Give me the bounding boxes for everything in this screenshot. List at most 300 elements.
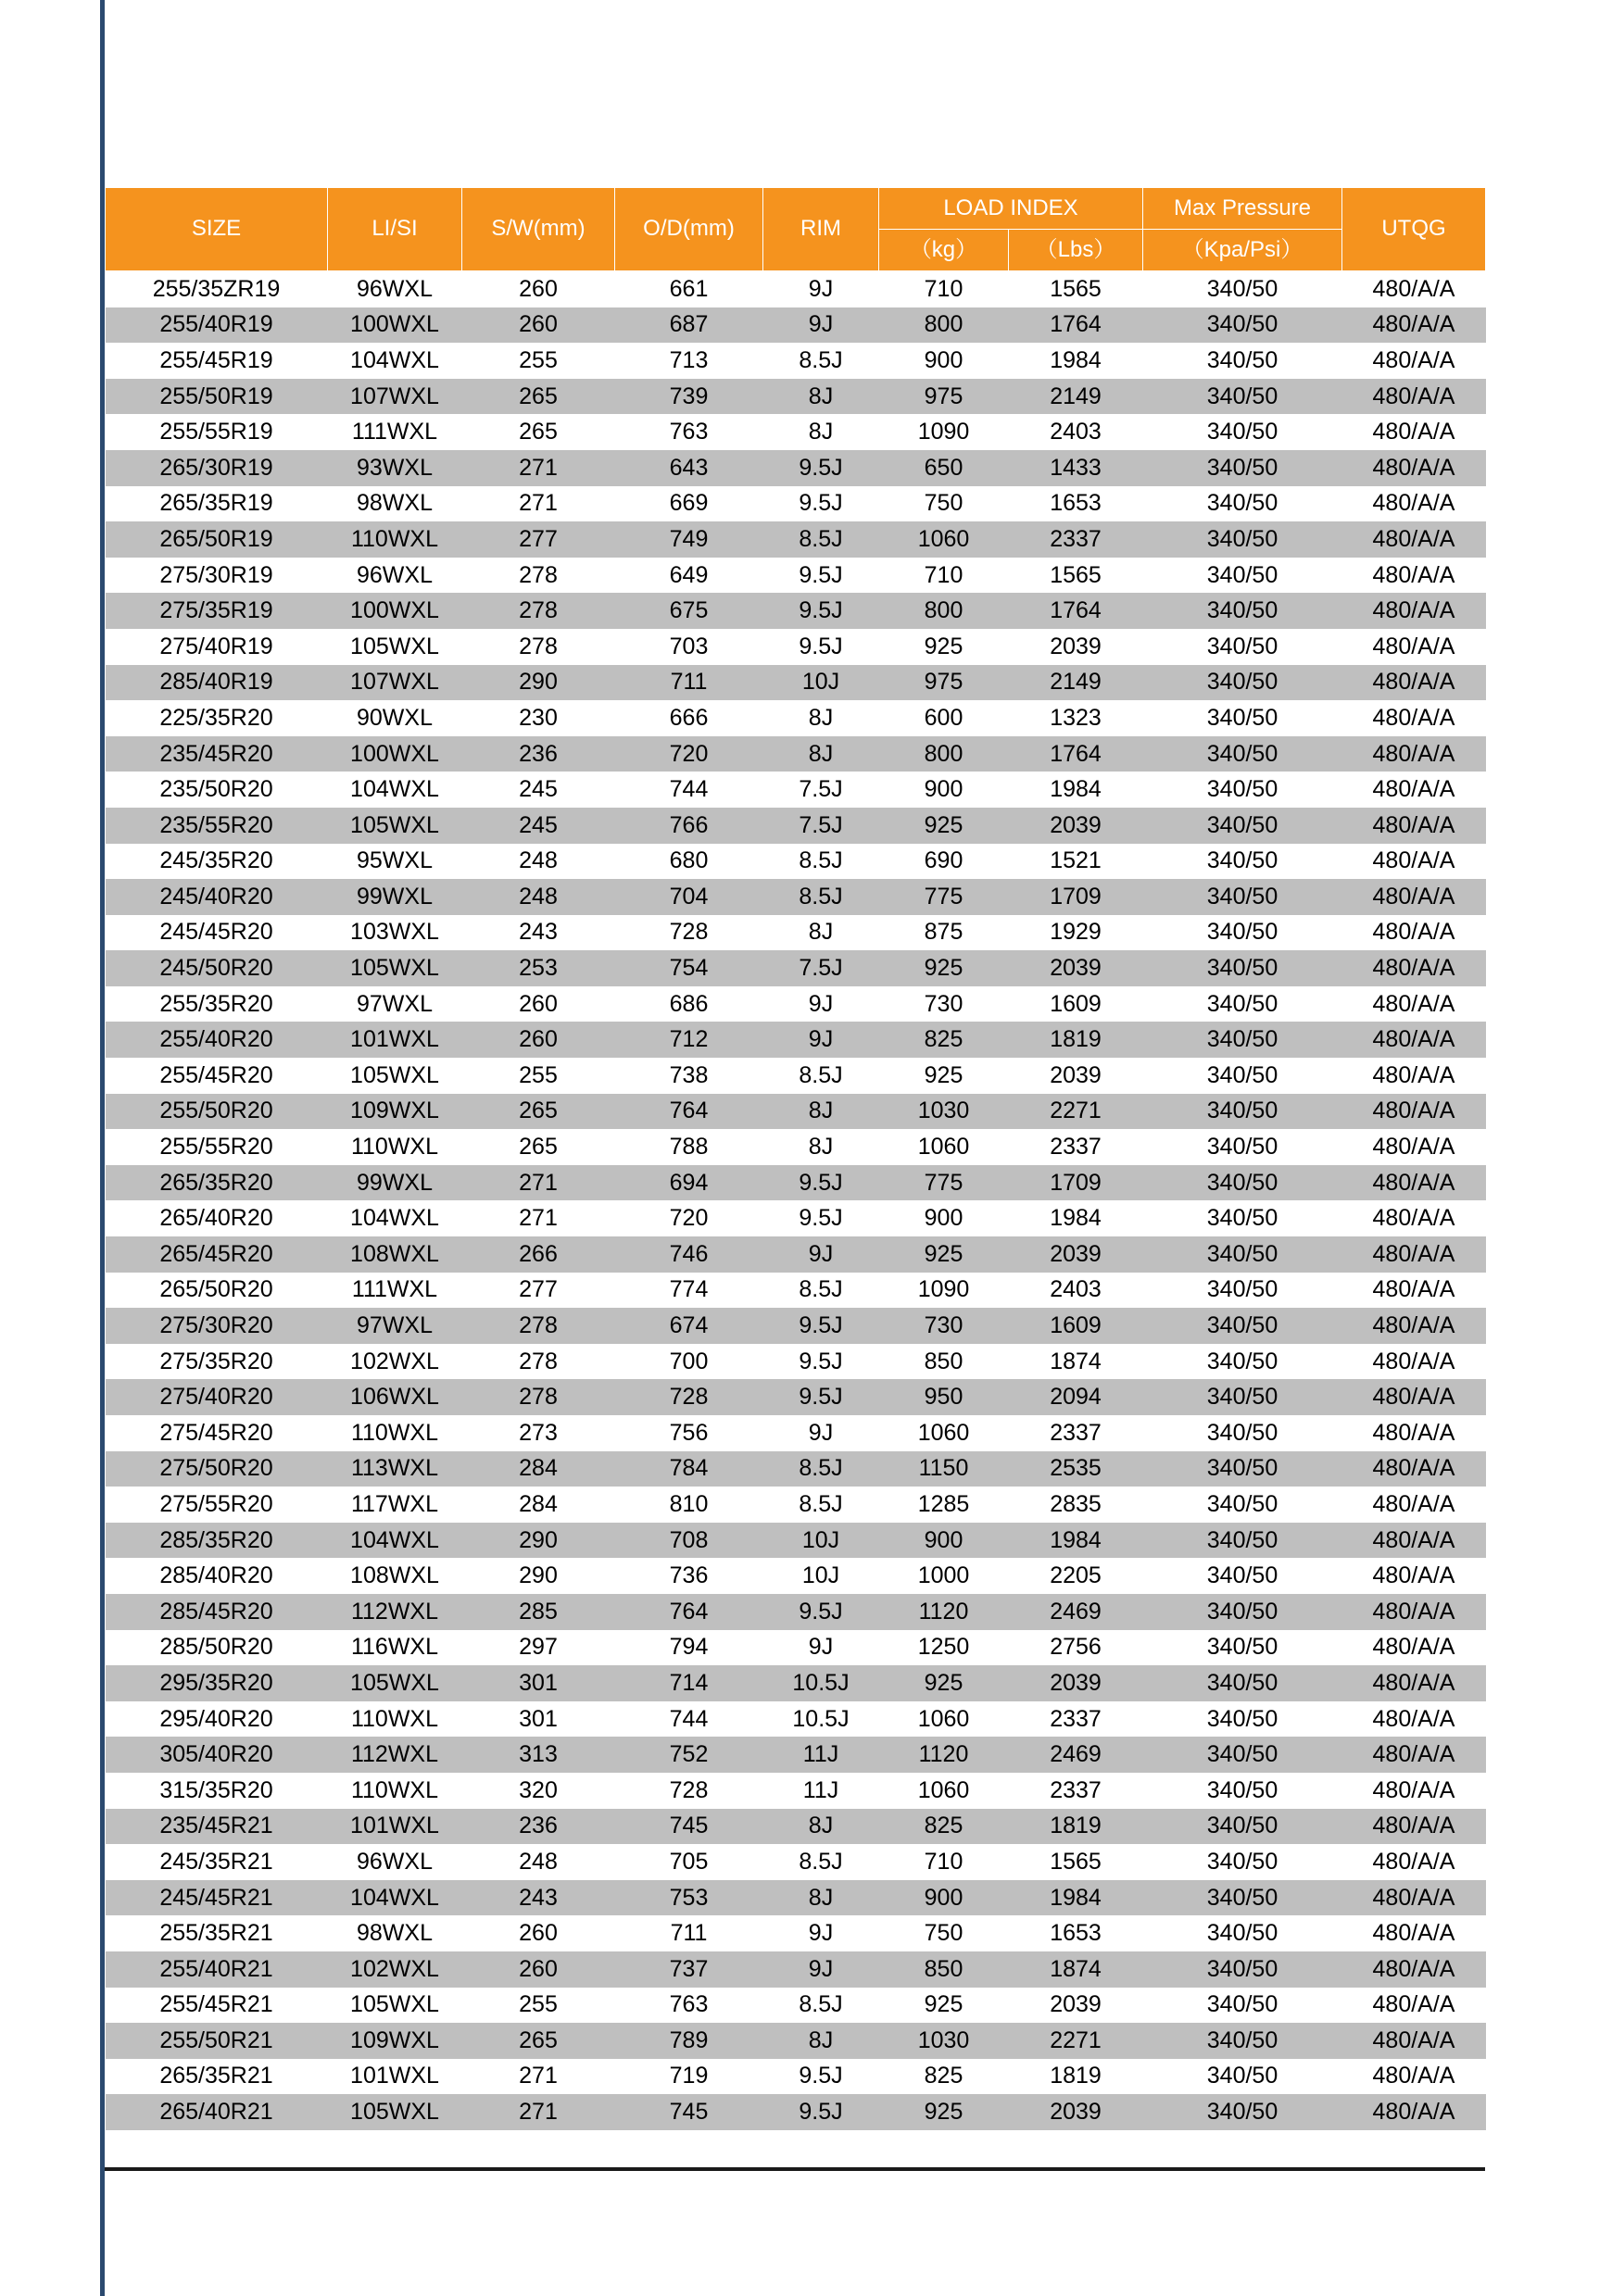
cell-lisi: 96WXL [328,271,462,307]
cell-size: 255/35R21 [106,1915,328,1951]
cell-size: 265/40R20 [106,1200,328,1236]
cell-sw: 273 [462,1415,615,1451]
table-header [106,188,1486,271]
cell-lisi: 105WXL [328,808,462,844]
cell-max-pressure: 340/50 [1143,1558,1342,1594]
cell-lisi: 105WXL [328,1988,462,2024]
cell-load-kg: 650 [879,450,1009,486]
table-row [106,986,1486,1023]
cell-load-kg: 1120 [879,1594,1009,1630]
cell-od: 720 [615,1200,763,1236]
cell-lisi: 95WXL [328,844,462,880]
cell-size: 245/40R20 [106,879,328,915]
table-row [106,1379,1486,1415]
cell-max-pressure: 340/50 [1143,1200,1342,1236]
cell-sw: 278 [462,1379,615,1415]
cell-utqg: 480/A/A [1342,1951,1486,1988]
cell-size: 255/55R20 [106,1129,328,1165]
cell-size: 265/45R20 [106,1236,328,1273]
cell-sw: 243 [462,1880,615,1916]
header-utqg: UTQG [1342,188,1486,271]
cell-lisi: 104WXL [328,1523,462,1559]
cell-max-pressure: 340/50 [1143,521,1342,558]
cell-utqg: 480/A/A [1342,1273,1486,1309]
cell-load-lbs: 2149 [1009,665,1143,701]
cell-size: 265/30R19 [106,450,328,486]
cell-utqg: 480/A/A [1342,1880,1486,1916]
cell-size: 245/35R20 [106,844,328,880]
cell-sw: 278 [462,1308,615,1344]
cell-size: 255/35R20 [106,986,328,1023]
cell-od: 784 [615,1451,763,1487]
cell-od: 649 [615,558,763,594]
cell-load-kg: 1060 [879,1701,1009,1738]
cell-load-lbs: 1929 [1009,915,1143,951]
cell-size: 285/40R19 [106,665,328,701]
cell-size: 255/50R19 [106,379,328,415]
cell-lisi: 110WXL [328,521,462,558]
table-row [106,808,1486,844]
cell-utqg: 480/A/A [1342,558,1486,594]
cell-load-lbs: 1565 [1009,271,1143,307]
cell-load-lbs: 1764 [1009,736,1143,772]
cell-utqg: 480/A/A [1342,343,1486,379]
cell-rim: 8J [763,915,879,951]
cell-load-lbs: 2337 [1009,1701,1143,1738]
cell-load-lbs: 1565 [1009,1844,1143,1880]
cell-sw: 320 [462,1773,615,1809]
cell-utqg: 480/A/A [1342,700,1486,736]
cell-load-lbs: 2403 [1009,1273,1143,1309]
cell-utqg: 480/A/A [1342,450,1486,486]
cell-lisi: 116WXL [328,1630,462,1666]
header-lisi: LI/SI [328,188,462,271]
cell-utqg: 480/A/A [1342,1737,1486,1773]
table-row [106,1988,1486,2024]
cell-max-pressure: 340/50 [1143,1665,1342,1701]
cell-size: 255/55R19 [106,414,328,450]
cell-sw: 265 [462,1094,615,1130]
cell-rim: 10.5J [763,1701,879,1738]
header-load-kg: （kg） [879,230,1009,271]
table-row [106,271,1486,307]
cell-od: 704 [615,879,763,915]
cell-utqg: 480/A/A [1342,1236,1486,1273]
cell-max-pressure: 340/50 [1143,879,1342,915]
cell-utqg: 480/A/A [1342,593,1486,629]
cell-utqg: 480/A/A [1342,2023,1486,2059]
cell-rim: 8J [763,414,879,450]
cell-size: 285/35R20 [106,1523,328,1559]
cell-rim: 9J [763,1915,879,1951]
cell-size: 315/35R20 [106,1773,328,1809]
cell-load-lbs: 1874 [1009,1951,1143,1988]
cell-load-kg: 800 [879,736,1009,772]
table-row [106,1415,1486,1451]
cell-od: 749 [615,521,763,558]
cell-load-kg: 850 [879,1344,1009,1380]
cell-od: 714 [615,1665,763,1701]
cell-rim: 8J [763,2023,879,2059]
cell-sw: 248 [462,1844,615,1880]
cell-load-lbs: 1653 [1009,1915,1143,1951]
cell-load-kg: 825 [879,1022,1009,1058]
cell-rim: 8J [763,379,879,415]
cell-max-pressure: 340/50 [1143,1415,1342,1451]
cell-max-pressure: 340/50 [1143,1451,1342,1487]
cell-rim: 9.5J [763,2094,879,2130]
table-row [106,1809,1486,1845]
cell-utqg: 480/A/A [1342,1915,1486,1951]
cell-sw: 260 [462,986,615,1023]
cell-load-kg: 750 [879,1915,1009,1951]
cell-size: 275/50R20 [106,1451,328,1487]
cell-max-pressure: 340/50 [1143,1487,1342,1523]
cell-sw: 255 [462,1058,615,1094]
cell-size: 235/55R20 [106,808,328,844]
cell-max-pressure: 340/50 [1143,1273,1342,1309]
cell-rim: 8.5J [763,1273,879,1309]
cell-sw: 271 [462,1165,615,1201]
cell-od: 753 [615,1880,763,1916]
cell-max-pressure: 340/50 [1143,414,1342,450]
cell-lisi: 103WXL [328,915,462,951]
table-row [106,414,1486,450]
cell-od: 720 [615,736,763,772]
cell-load-lbs: 1984 [1009,1523,1143,1559]
cell-od: 774 [615,1273,763,1309]
cell-rim: 8.5J [763,844,879,880]
cell-max-pressure: 340/50 [1143,1058,1342,1094]
cell-load-kg: 925 [879,1988,1009,2024]
cell-load-kg: 1120 [879,1737,1009,1773]
cell-od: 754 [615,950,763,986]
cell-max-pressure: 340/50 [1143,486,1342,522]
table-row [106,2059,1486,2095]
table-row [106,1344,1486,1380]
cell-load-lbs: 1764 [1009,593,1143,629]
table-row [106,950,1486,986]
cell-lisi: 104WXL [328,343,462,379]
cell-max-pressure: 340/50 [1143,2059,1342,2095]
cell-size: 255/45R20 [106,1058,328,1094]
cell-max-pressure: 340/50 [1143,950,1342,986]
table-row [106,1701,1486,1738]
cell-od: 788 [615,1129,763,1165]
cell-od: 674 [615,1308,763,1344]
cell-size: 285/40R20 [106,1558,328,1594]
cell-od: 711 [615,1915,763,1951]
cell-utqg: 480/A/A [1342,844,1486,880]
cell-sw: 284 [462,1487,615,1523]
tire-spec-table-container [105,187,1485,2130]
cell-sw: 278 [462,558,615,594]
cell-lisi: 101WXL [328,2059,462,2095]
table-row [106,1737,1486,1773]
cell-max-pressure: 340/50 [1143,1523,1342,1559]
table-row [106,1558,1486,1594]
cell-load-lbs: 2039 [1009,1988,1143,2024]
cell-size: 255/40R20 [106,1022,328,1058]
cell-lisi: 111WXL [328,1273,462,1309]
table-row [106,1880,1486,1916]
cell-load-kg: 975 [879,379,1009,415]
cell-rim: 9.5J [763,1200,879,1236]
cell-max-pressure: 340/50 [1143,558,1342,594]
cell-utqg: 480/A/A [1342,414,1486,450]
cell-sw: 265 [462,414,615,450]
cell-size: 265/50R19 [106,521,328,558]
cell-load-kg: 900 [879,343,1009,379]
cell-utqg: 480/A/A [1342,1058,1486,1094]
cell-load-kg: 900 [879,1880,1009,1916]
cell-load-kg: 1060 [879,1415,1009,1451]
cell-lisi: 104WXL [328,1880,462,1916]
cell-size: 265/35R21 [106,2059,328,2095]
cell-utqg: 480/A/A [1342,1379,1486,1415]
table-row [106,1951,1486,1988]
cell-load-lbs: 1653 [1009,486,1143,522]
cell-rim: 8.5J [763,343,879,379]
cell-size: 235/50R20 [106,772,328,808]
cell-od: 719 [615,2059,763,2095]
cell-size: 225/35R20 [106,700,328,736]
cell-od: 687 [615,307,763,344]
cell-load-lbs: 2149 [1009,379,1143,415]
cell-load-kg: 600 [879,700,1009,736]
cell-size: 265/35R19 [106,486,328,522]
cell-max-pressure: 340/50 [1143,844,1342,880]
cell-od: 712 [615,1022,763,1058]
cell-utqg: 480/A/A [1342,1594,1486,1630]
cell-utqg: 480/A/A [1342,486,1486,522]
table-row [106,1487,1486,1523]
cell-utqg: 480/A/A [1342,1809,1486,1845]
cell-utqg: 480/A/A [1342,2094,1486,2130]
cell-size: 275/30R19 [106,558,328,594]
cell-lisi: 107WXL [328,665,462,701]
cell-max-pressure: 340/50 [1143,343,1342,379]
cell-sw: 284 [462,1451,615,1487]
cell-od: 766 [615,808,763,844]
cell-utqg: 480/A/A [1342,1022,1486,1058]
cell-lisi: 97WXL [328,986,462,1023]
cell-max-pressure: 340/50 [1143,2023,1342,2059]
cell-od: 680 [615,844,763,880]
table-row [106,593,1486,629]
cell-od: 745 [615,1809,763,1845]
cell-od: 789 [615,2023,763,2059]
cell-od: 728 [615,1773,763,1809]
cell-od: 764 [615,1594,763,1630]
cell-rim: 8.5J [763,1451,879,1487]
cell-utqg: 480/A/A [1342,307,1486,344]
table-row [106,1236,1486,1273]
cell-max-pressure: 340/50 [1143,593,1342,629]
cell-sw: 265 [462,379,615,415]
header-overall-diameter: O/D(mm) [615,188,763,271]
cell-max-pressure: 340/50 [1143,307,1342,344]
cell-size: 255/50R20 [106,1094,328,1130]
cell-max-pressure: 340/50 [1143,772,1342,808]
cell-sw: 285 [462,1594,615,1630]
cell-od: 763 [615,414,763,450]
cell-utqg: 480/A/A [1342,1165,1486,1201]
cell-load-kg: 1090 [879,414,1009,450]
cell-sw: 255 [462,1988,615,2024]
cell-lisi: 97WXL [328,1308,462,1344]
table-row [106,1523,1486,1559]
cell-lisi: 90WXL [328,700,462,736]
cell-sw: 277 [462,521,615,558]
cell-load-kg: 775 [879,879,1009,915]
cell-sw: 278 [462,629,615,665]
cell-rim: 9.5J [763,486,879,522]
cell-lisi: 108WXL [328,1558,462,1594]
cell-utqg: 480/A/A [1342,808,1486,844]
cell-rim: 7.5J [763,808,879,844]
cell-utqg: 480/A/A [1342,986,1486,1023]
cell-size: 255/35ZR19 [106,271,328,307]
cell-utqg: 480/A/A [1342,629,1486,665]
cell-rim: 8.5J [763,1487,879,1523]
cell-load-lbs: 2469 [1009,1737,1143,1773]
cell-rim: 9.5J [763,1308,879,1344]
cell-sw: 271 [462,1200,615,1236]
cell-max-pressure: 340/50 [1143,1988,1342,2024]
cell-load-kg: 925 [879,2094,1009,2130]
cell-max-pressure: 340/50 [1143,1809,1342,1845]
cell-sw: 245 [462,772,615,808]
table-row [106,1773,1486,1809]
cell-load-lbs: 2469 [1009,1594,1143,1630]
table-row [106,486,1486,522]
header-row-1 [106,188,1486,230]
cell-load-lbs: 1433 [1009,450,1143,486]
cell-max-pressure: 340/50 [1143,1165,1342,1201]
cell-rim: 8J [763,736,879,772]
cell-sw: 260 [462,1022,615,1058]
cell-rim: 8.5J [763,1988,879,2024]
cell-utqg: 480/A/A [1342,1415,1486,1451]
cell-lisi: 108WXL [328,1236,462,1273]
cell-utqg: 480/A/A [1342,1665,1486,1701]
cell-load-kg: 775 [879,1165,1009,1201]
cell-od: 744 [615,1701,763,1738]
cell-utqg: 480/A/A [1342,1200,1486,1236]
cell-load-kg: 1060 [879,521,1009,558]
header-max-pressure-unit: （Kpa/Psi） [1143,230,1342,271]
table-row [106,1594,1486,1630]
cell-lisi: 96WXL [328,1844,462,1880]
cell-lisi: 100WXL [328,736,462,772]
cell-size: 245/45R20 [106,915,328,951]
cell-load-kg: 690 [879,844,1009,880]
cell-lisi: 117WXL [328,1487,462,1523]
cell-od: 738 [615,1058,763,1094]
cell-utqg: 480/A/A [1342,1523,1486,1559]
cell-max-pressure: 340/50 [1143,1630,1342,1666]
cell-max-pressure: 340/50 [1143,808,1342,844]
cell-max-pressure: 340/50 [1143,2094,1342,2130]
cell-size: 255/45R21 [106,1988,328,2024]
cell-rim: 9J [763,1630,879,1666]
cell-utqg: 480/A/A [1342,1988,1486,2024]
cell-max-pressure: 340/50 [1143,986,1342,1023]
cell-sw: 253 [462,950,615,986]
cell-load-kg: 925 [879,1665,1009,1701]
cell-sw: 236 [462,736,615,772]
cell-size: 265/35R20 [106,1165,328,1201]
cell-max-pressure: 340/50 [1143,450,1342,486]
cell-load-lbs: 1819 [1009,2059,1143,2095]
cell-load-kg: 950 [879,1379,1009,1415]
cell-size: 265/50R20 [106,1273,328,1309]
cell-rim: 9.5J [763,1344,879,1380]
cell-od: 669 [615,486,763,522]
cell-load-lbs: 2094 [1009,1379,1143,1415]
table-row [106,844,1486,880]
header-section-width: S/W(mm) [462,188,615,271]
cell-rim: 8J [763,1129,879,1165]
cell-size: 255/50R21 [106,2023,328,2059]
table-row [106,1129,1486,1165]
cell-od: 763 [615,1988,763,2024]
cell-rim: 8.5J [763,879,879,915]
cell-load-kg: 1060 [879,1129,1009,1165]
cell-sw: 278 [462,593,615,629]
cell-rim: 8J [763,700,879,736]
cell-load-lbs: 1323 [1009,700,1143,736]
cell-load-kg: 825 [879,1809,1009,1845]
cell-od: 746 [615,1236,763,1273]
cell-load-lbs: 1709 [1009,1165,1143,1201]
table-row [106,1165,1486,1201]
cell-rim: 8J [763,1880,879,1916]
table-row [106,1451,1486,1487]
cell-od: 666 [615,700,763,736]
cell-rim: 9J [763,1236,879,1273]
cell-sw: 230 [462,700,615,736]
cell-load-kg: 710 [879,558,1009,594]
cell-utqg: 480/A/A [1342,772,1486,808]
header-rim: RIM [763,188,879,271]
cell-lisi: 112WXL [328,1737,462,1773]
cell-load-kg: 750 [879,486,1009,522]
table-row [106,1200,1486,1236]
cell-utqg: 480/A/A [1342,1487,1486,1523]
table-row [106,879,1486,915]
cell-load-kg: 900 [879,772,1009,808]
cell-size: 265/40R21 [106,2094,328,2130]
cell-utqg: 480/A/A [1342,379,1486,415]
cell-utqg: 480/A/A [1342,736,1486,772]
cell-lisi: 98WXL [328,1915,462,1951]
cell-utqg: 480/A/A [1342,1129,1486,1165]
table-row [106,1844,1486,1880]
cell-size: 295/35R20 [106,1665,328,1701]
cell-od: 810 [615,1487,763,1523]
cell-lisi: 100WXL [328,307,462,344]
cell-max-pressure: 340/50 [1143,1880,1342,1916]
cell-load-lbs: 1819 [1009,1022,1143,1058]
cell-load-kg: 730 [879,986,1009,1023]
table-row [106,1630,1486,1666]
cell-load-lbs: 2205 [1009,1558,1143,1594]
table-row [106,1273,1486,1309]
cell-load-kg: 1060 [879,1773,1009,1809]
cell-lisi: 99WXL [328,879,462,915]
